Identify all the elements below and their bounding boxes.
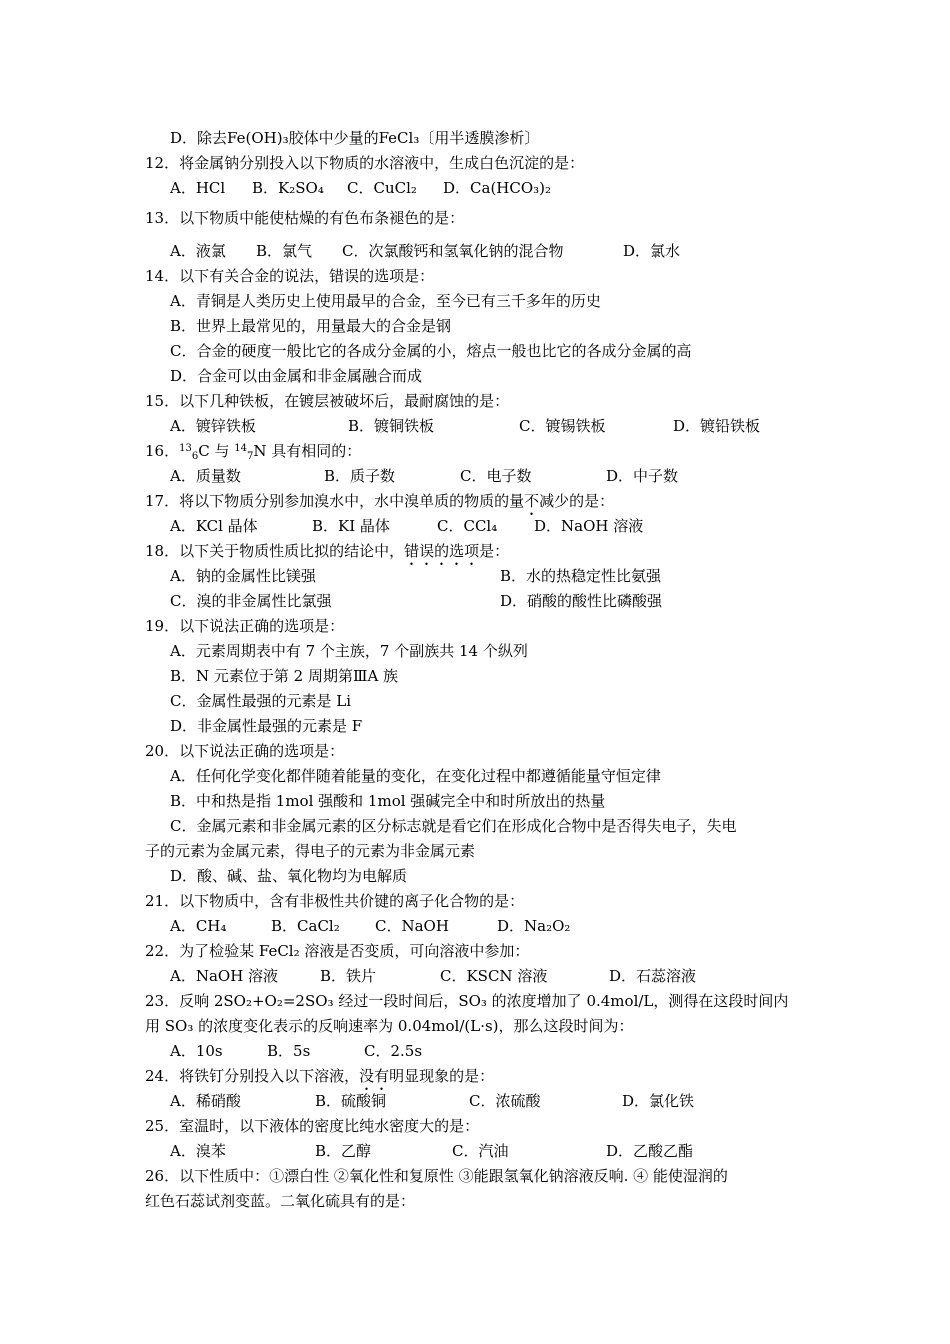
q23-option-b: B．5s: [267, 1042, 311, 1060]
q13-options: [170, 241, 680, 261]
q25-option-d: D．乙酸乙酯: [606, 1142, 694, 1160]
q15-option-b: B．镀铜铁板: [348, 417, 435, 435]
q25-stem: 25．室温时，以下液体的密度比纯水密度大的是：: [145, 1117, 480, 1135]
q22-stem: 22．为了检验某 FeCl₂ 溶液是否变质，可向溶液中参加：: [145, 942, 530, 960]
q26-line1: 26．以下性质中：①漂白性 ②氧化性和复原性 ③能跟氢氧化钠溶液反响. ④ 能使湿润的: [145, 1167, 728, 1185]
q16-option-a: A．质量数: [170, 467, 241, 485]
q20-stem: 20．以下说法正确的选项是：: [145, 742, 345, 760]
q16-options: [170, 466, 678, 486]
q13-option-b: B．氯气: [256, 242, 313, 260]
q18-option-b: B．水的热稳定性比氨强: [500, 567, 662, 585]
q23-line1: 23．反响 2SO₂+O₂=2SO₃ 经过一段时间后，SO₃ 的浓度增加了 0.4mol/L，测得在这段时间内: [145, 992, 789, 1010]
q24-option-b: B．硫酸铜: [315, 1092, 387, 1110]
q25-options: [170, 1141, 693, 1161]
q23-line2: 用 SO₃ 的浓度变化表示的反响速率为 0.04mol/(L·s)，那么这段时间为：: [145, 1017, 634, 1035]
q12-options: [170, 178, 551, 198]
q22-option-c: C．KSCN 溶液: [440, 967, 548, 985]
q23-option-a: A．10s: [170, 1042, 223, 1060]
q19-stem: 19．以下说法正确的选项是：: [145, 617, 345, 635]
q24-option-c: C．浓硫酸: [469, 1092, 541, 1110]
q15-stem: 15．以下几种铁板，在镀层被破坏后，最耐腐蚀的是：: [145, 392, 510, 410]
q21-stem: 21．以下物质中，含有非极性共价键的离子化合物的是：: [145, 892, 525, 910]
q12-option-d: D．Ca(HCO₃)₂: [443, 179, 552, 197]
q17-options: [170, 516, 643, 536]
q21-option-c: C．NaOH: [375, 917, 449, 935]
q14-option-c: C．合金的硬度一般比它的各成分金属的小，熔点一般也比它的各成分金属的高: [170, 342, 692, 360]
q19-option-d: D．非金属性最强的元素是 F: [170, 717, 363, 735]
q17-option-d: D．NaOH 溶液: [534, 517, 644, 535]
q15-options: [170, 416, 760, 436]
q17-option-b: B．KI 晶体: [312, 517, 390, 535]
q17-option-a: A．KCl 晶体: [170, 517, 258, 535]
q15-option-d: D．镀铅铁板: [673, 417, 761, 435]
q12-option-a: A．HCl: [170, 179, 226, 197]
q15-option-c: C．镀锡铁板: [519, 417, 606, 435]
q13-option-c: C．次氯酸钙和氢氧化钠的混合物: [342, 242, 564, 260]
q19-option-c: C．金属性最强的元素是 Li: [170, 692, 352, 710]
q24-option-d: D．氯化铁: [622, 1092, 695, 1110]
q12-stem: 12．将金属钠分别投入以下物质的水溶液中，生成白色沉淀的是：: [145, 154, 585, 172]
q18-option-c: C．溴的非金属性比氯强: [170, 592, 332, 610]
q17-stem: 17．将以下物质分别参加溴水中，水中溴单质的物质的量不减少的是：: [145, 492, 615, 510]
q16-option-d: D．中子数: [606, 467, 679, 485]
q12-option-c: C．CuCl₂: [347, 179, 417, 197]
q11-option-d: D．除去Fe(OH)₃胶体中少量的FeCl₃〔用半透膜渗析〕: [170, 129, 540, 147]
q18-option-a: A．钠的金属性比镁强: [170, 567, 316, 585]
q13-stem: 13．以下物质中能使枯燥的有色布条褪色的是：: [145, 209, 465, 227]
q13-option-a: A．液氯: [170, 242, 226, 260]
q16-option-b: B．质子数: [324, 467, 396, 485]
q18-option-d: D．硝酸的酸性比磷酸强: [500, 592, 663, 610]
q26-line2: 红色石蕊试剂变蓝。二氧化硫具有的是：: [145, 1192, 416, 1210]
q18-stem: 18．以下关于物质性质比拟的结论中，错误的选项是：: [145, 542, 510, 560]
q22-options: [170, 966, 696, 986]
q24-stem: 24．将铁钉分别投入以下溶液，没有明显现象的是：: [145, 1067, 495, 1085]
q22-option-b: B．铁片: [320, 967, 377, 985]
q14-option-d: D．合金可以由金属和非金属融合而成: [170, 367, 423, 385]
q19-option-b: B．N 元素位于第 2 周期第ⅢA 族: [170, 667, 399, 685]
q22-option-d: D．石蕊溶液: [609, 967, 697, 985]
q21-option-a: A．CH₄: [170, 917, 227, 935]
q23-options: [170, 1041, 422, 1061]
q12-option-b: B．K₂SO₄: [252, 179, 324, 197]
q24-options: [170, 1091, 694, 1111]
q21-options: [170, 916, 570, 936]
emphasis-text: 没有: [359, 1067, 390, 1085]
q14-option-a: A．青铜是人类历史上使用最早的合金，至今已有三千多年的历史: [170, 292, 601, 310]
q17-option-c: C．CCl₄: [437, 517, 498, 535]
emphasis-text: 错误的选项: [404, 542, 480, 560]
q24-option-a: A．稀硝酸: [170, 1092, 241, 1110]
q20-option-c-line2: 子的元素为金属元素，得电子的元素为非金属元素: [145, 842, 476, 860]
q14-stem: 14．以下有关合金的说法，错误的选项是：: [145, 267, 435, 285]
q20-option-a: A．任何化学变化都伴随着能量的变化，在变化过程中都遵循能量守恒定律: [170, 767, 661, 785]
q21-option-d: D．Na₂O₂: [497, 917, 571, 935]
q14-option-b: B．世界上最常见的，用量最大的合金是钢: [170, 317, 452, 335]
q13-option-d: D．氯水: [623, 242, 681, 260]
q22-option-a: A．NaOH 溶液: [170, 967, 279, 985]
q23-option-c: C．2.5s: [364, 1042, 423, 1060]
q16-stem: 16．$^{13}_6$C 与 $^{14}_7$N 具有相同的：: [145, 442, 362, 462]
q20-option-d: D．酸、碱、盐、氧化物均为电解质: [170, 867, 408, 885]
q25-option-b: B．乙醇: [315, 1142, 372, 1160]
emphasis-text: 不: [524, 492, 540, 510]
q19-option-a: A．元素周期表中有 7 个主族，7 个副族共 14 个纵列: [170, 642, 528, 660]
q21-option-b: B．CaCl₂: [271, 917, 340, 935]
q15-option-a: A．镀锌铁板: [170, 417, 256, 435]
q20-option-b: B．中和热是指 1mol 强酸和 1mol 强碱完全中和时所放出的热量: [170, 792, 606, 810]
q25-option-c: C．汽油: [452, 1142, 509, 1160]
q25-option-a: A．溴苯: [170, 1142, 226, 1160]
q20-option-c-line1: C．金属元素和非金属元素的区分标志就是看它们在形成化合物中是否得失电子，失电: [170, 817, 737, 835]
q16-option-c: C．电子数: [460, 467, 532, 485]
